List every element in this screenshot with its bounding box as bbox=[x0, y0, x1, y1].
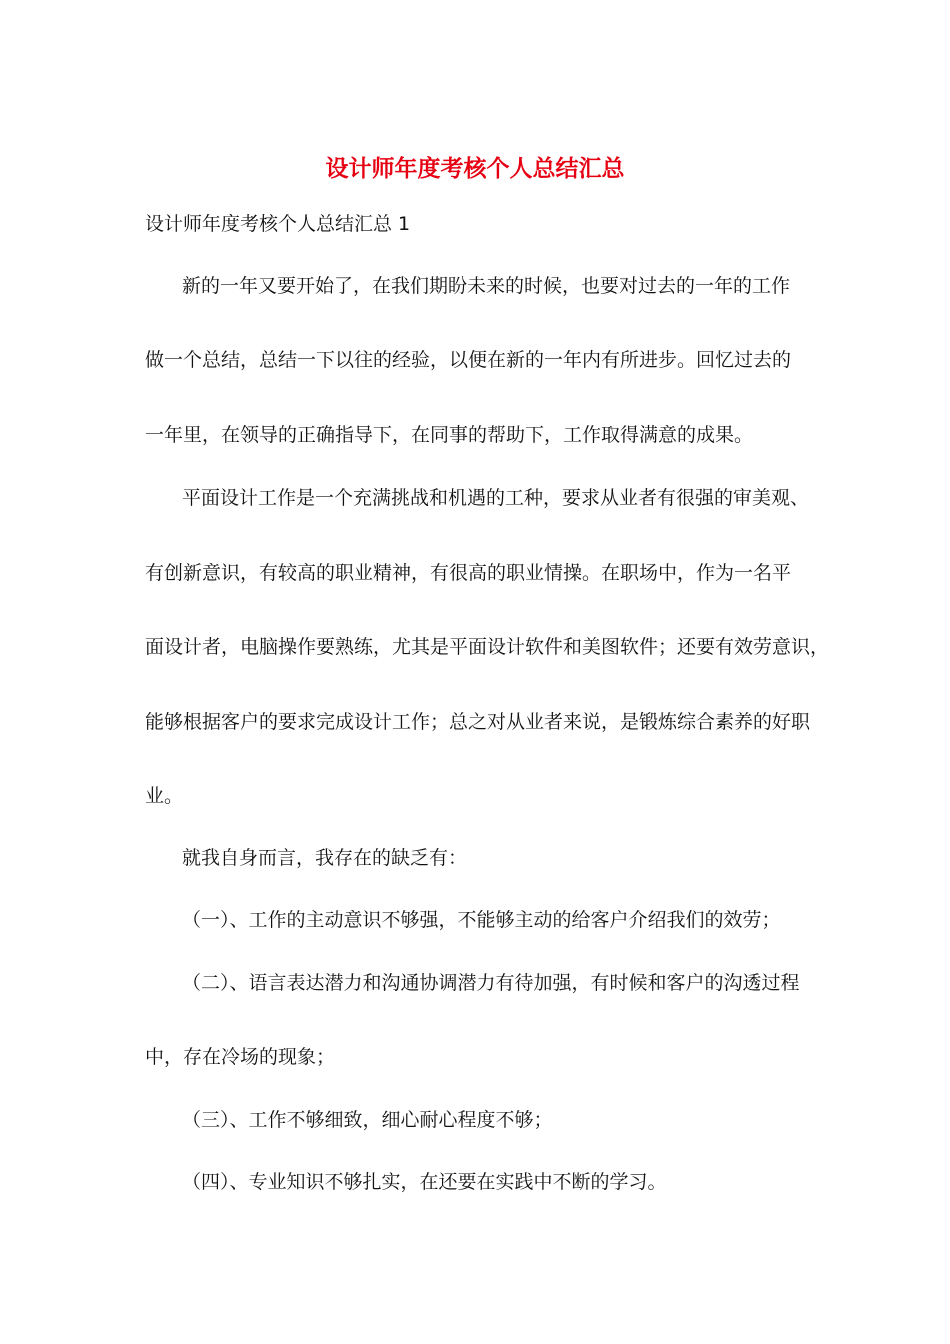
paragraph-line: 能够根据客户的要求完成设计工作；总之对从业者来说，是锻炼综合素养的好职 bbox=[145, 711, 811, 733]
section-heading: 设计师年度考核个人总结汇总 1 bbox=[145, 213, 411, 235]
paragraph-line: 有创新意识，有较高的职业精神，有很高的职业情操。在职场中，作为一名平 bbox=[145, 562, 792, 584]
list-item: （三）、工作不够细致，细心耐心程度不够； bbox=[182, 1109, 553, 1131]
paragraph-line: 新的一年又要开始了，在我们期盼未来的时候，也要对过去的一年的工作 bbox=[182, 275, 791, 297]
paragraph-line: 面设计者，电脑操作要熟练，尤其是平面设计软件和美图软件；还要有效劳意识， bbox=[145, 636, 830, 658]
paragraph-line: 一年里，在领导的正确指导下，在同事的帮助下，工作取得满意的成果。 bbox=[145, 424, 754, 446]
list-item: （一）、工作的主动意识不够强，不能够主动的给客户介绍我们的效劳； bbox=[182, 909, 781, 931]
paragraph-line: 做一个总结，总结一下以往的经验，以便在新的一年内有所进步。回忆过去的 bbox=[145, 349, 792, 371]
paragraph-line: 平面设计工作是一个充满挑战和机遇的工种，要求从业者有很强的审美观、 bbox=[182, 487, 810, 509]
list-item-continuation: 中，存在冷场的现象； bbox=[145, 1046, 336, 1068]
list-item: （二）、语言表达潜力和沟通协调潜力有待加强，有时候和客户的沟透过程 bbox=[182, 972, 800, 994]
paragraph-line: 就我自身而言，我存在的缺乏有： bbox=[182, 847, 468, 869]
list-item: （四）、专业知识不够扎实，在还要在实践中不断的学习。 bbox=[182, 1171, 667, 1193]
document-title: 设计师年度考核个人总结汇总 bbox=[325, 155, 625, 182]
paragraph-line: 业。 bbox=[145, 785, 184, 807]
